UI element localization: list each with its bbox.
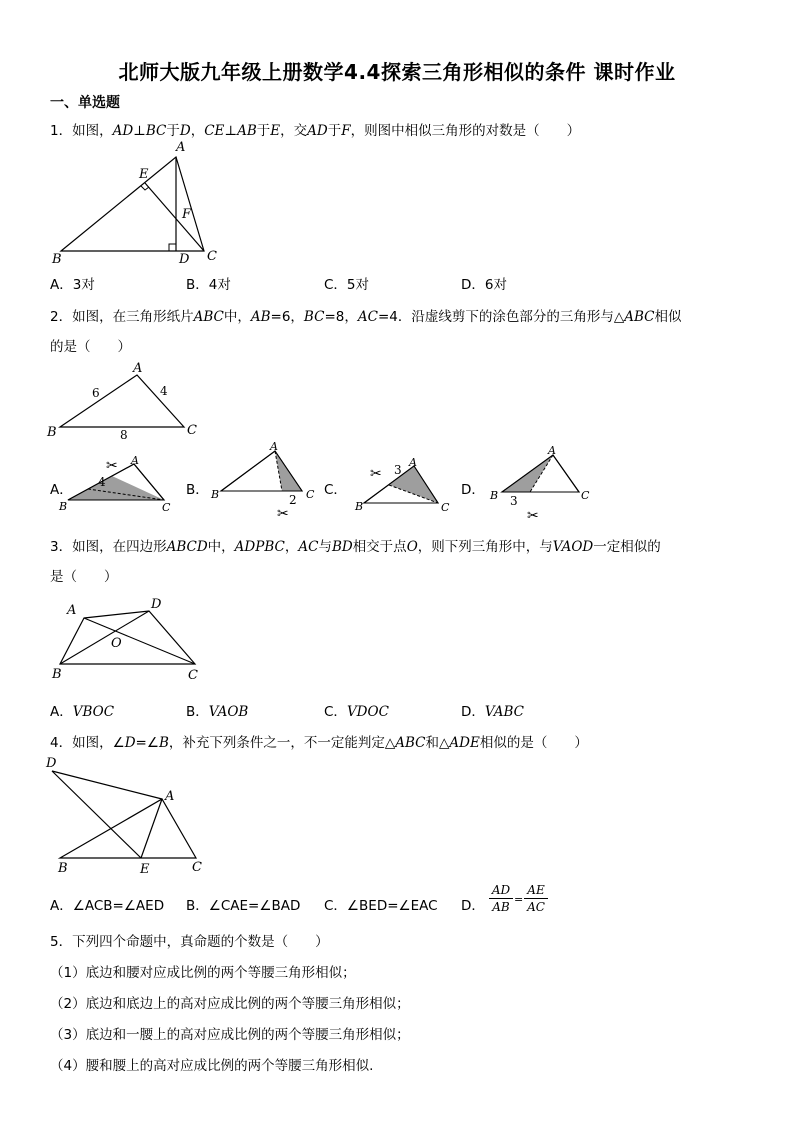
- svg-text:B: B: [59, 500, 68, 513]
- svg-text:B: B: [52, 667, 62, 682]
- q5-item-3: （3）底边和一腰上的高对应成比例的两个等腰三角形相似；: [50, 1027, 410, 1043]
- svg-text:A: A: [270, 440, 278, 453]
- section-heading: 一、单选题: [50, 95, 120, 111]
- q2-option-b[interactable]: B．: [186, 482, 209, 498]
- svg-text:A: A: [131, 454, 139, 467]
- svg-text:C: C: [162, 501, 171, 514]
- equals-sign: =: [514, 893, 524, 906]
- q1-label-F: F: [182, 207, 192, 222]
- q1-option-c[interactable]: C．5对: [324, 277, 370, 293]
- q3-option-d[interactable]: D．VABC: [461, 704, 524, 720]
- q5-stem: 5．下列四个命题中，真命题的个数是（ ）: [50, 934, 329, 950]
- svg-text:A: A: [548, 444, 556, 457]
- svg-text:8: 8: [120, 428, 128, 442]
- q2-option-c[interactable]: C．: [324, 482, 347, 498]
- svg-text:B: B: [355, 500, 364, 513]
- svg-text:3: 3: [394, 463, 402, 477]
- svg-text:B: B: [211, 488, 220, 501]
- q4-option-d[interactable]: D．: [461, 898, 485, 914]
- svg-text:A: A: [165, 789, 175, 804]
- page-title: 北师大版九年级上册数学4.4探索三角形相似的条件 课时作业: [118, 60, 676, 84]
- svg-text:B: B: [47, 425, 57, 440]
- q1-label-C: C: [207, 249, 217, 264]
- q1-option-a[interactable]: A．3对: [50, 277, 95, 293]
- q5-item-2: （2）底边和底边上的高对应成比例的两个等腰三角形相似；: [50, 996, 410, 1012]
- svg-text:O: O: [111, 636, 122, 651]
- svg-text:C: C: [306, 488, 315, 501]
- fraction-ad-ab: $\frac{AD}{AB}$: [489, 883, 513, 914]
- svg-text:A: A: [67, 603, 77, 618]
- svg-text:C: C: [188, 668, 198, 683]
- q5-item-4: （4）腰和腰上的高对应成比例的两个等腰三角形相似.: [50, 1058, 374, 1074]
- q1-label-D: D: [179, 252, 190, 267]
- q1-label-A: A: [176, 140, 186, 155]
- q3-option-c[interactable]: C．VDOC: [324, 704, 389, 720]
- q3-stem-line1: 3．如图，在四边形ABCD中，ADPBC，AC与BD相交于点O，则下列三角形中，与VAOD一定相似的: [50, 539, 661, 555]
- q3-option-a[interactable]: A．VBOC: [50, 704, 115, 720]
- svg-text:C: C: [581, 489, 590, 502]
- svg-text:C: C: [192, 860, 202, 875]
- svg-text:4: 4: [160, 384, 168, 398]
- q5-item-1: （1）底边和腰对应成比例的两个等腰三角形相似；: [50, 965, 356, 981]
- q2-stem-line1: 2．如图，在三角形纸片ABC中，AB=6，BC=8，AC=4．沿虚线剪下的涂色部分的三角形与△ABC相似: [50, 309, 682, 325]
- svg-text:3: 3: [510, 494, 518, 508]
- svg-text:4: 4: [98, 475, 106, 489]
- q4-option-c[interactable]: C．∠BED=∠EAC: [324, 898, 438, 914]
- scissors-icon: ✂: [106, 458, 118, 474]
- svg-text:D: D: [46, 756, 57, 771]
- q1-option-b[interactable]: B．4对: [186, 277, 231, 293]
- q1-stem: 1．如图，AD⊥BC于D，CE⊥AB于E，交AD于F，则图中相似三角形的对数是（ ）: [50, 123, 581, 139]
- q3-option-b[interactable]: B．VAOB: [186, 704, 249, 720]
- q4-option-b[interactable]: B．∠CAE=∠BAD: [186, 898, 301, 914]
- q4-option-a[interactable]: A．∠ACB=∠AED: [50, 898, 165, 914]
- svg-text:E: E: [140, 862, 150, 877]
- svg-text:2: 2: [289, 493, 297, 507]
- q1-label-E: E: [139, 167, 149, 182]
- svg-text:C: C: [441, 501, 450, 514]
- scissors-icon: ✂: [527, 508, 539, 524]
- q3-stem-line2: 是（ ）: [50, 569, 118, 585]
- q1-option-d[interactable]: D．6对: [461, 277, 507, 293]
- svg-text:B: B: [490, 489, 499, 502]
- svg-text:6: 6: [92, 386, 100, 400]
- svg-text:A: A: [409, 456, 417, 469]
- q4-stem: 4．如图，∠D=∠B，补充下列条件之一，不一定能判定△ABC和△ADE相似的是（ ）: [50, 735, 588, 751]
- svg-text:A: A: [133, 361, 143, 376]
- q1-label-B: B: [52, 252, 62, 267]
- svg-text:C: C: [187, 423, 197, 438]
- svg-text:B: B: [58, 861, 68, 876]
- scissors-icon: ✂: [277, 506, 289, 522]
- svg-text:D: D: [151, 597, 162, 612]
- q2-option-a[interactable]: A．: [50, 482, 73, 498]
- q2-option-d[interactable]: D．: [461, 482, 485, 498]
- q2-stem-line2: 的是（ ）: [50, 339, 131, 355]
- fraction-ae-ac: $\frac{AE}{AC}$: [524, 883, 548, 914]
- scissors-icon: ✂: [370, 466, 382, 482]
